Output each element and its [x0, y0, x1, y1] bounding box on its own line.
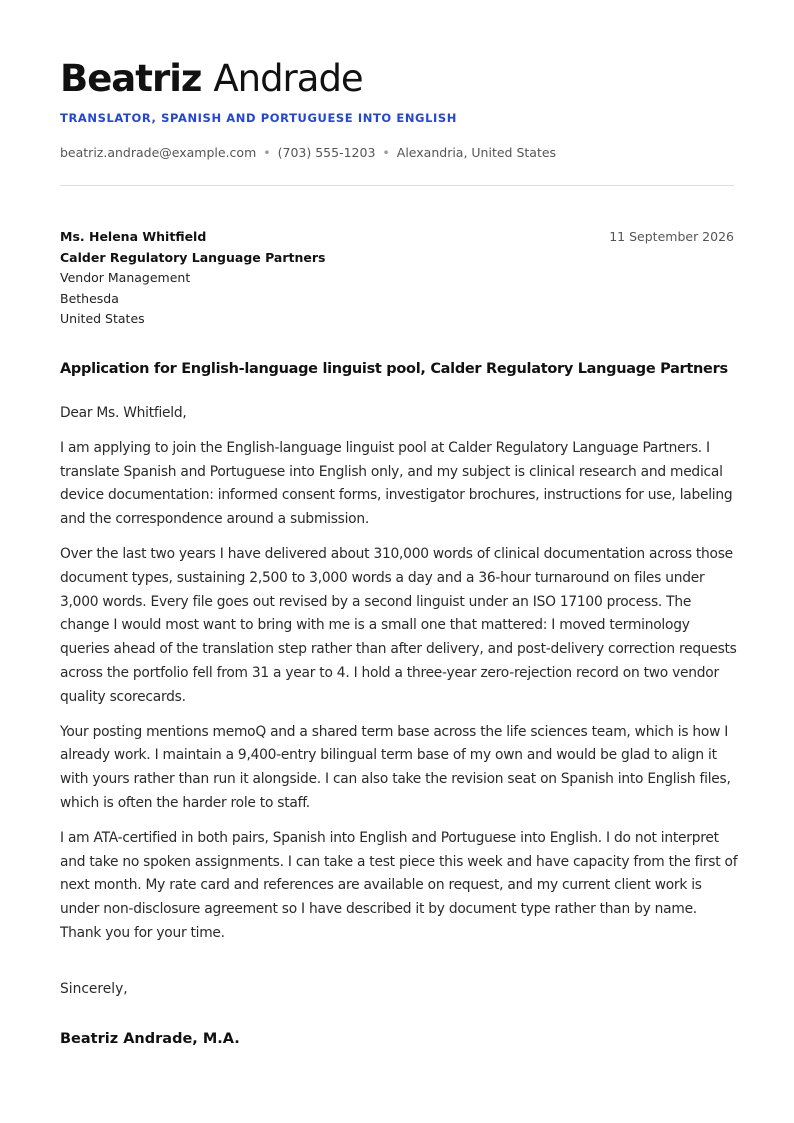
contact-phone[interactable]: (703) 555-1203	[277, 145, 376, 160]
recipient-block	[60, 227, 325, 330]
applicant-role: TRANSLATOR, SPANISH AND PORTUGUESE INTO ENGLISH	[60, 111, 458, 125]
header-divider	[60, 185, 734, 186]
recipient-company: Calder Regulatory Language Partners	[60, 249, 326, 265]
recipient-department: Vendor Management	[60, 270, 191, 285]
closing: Sincerely,	[60, 981, 128, 997]
salutation: Dear Ms. Whitfield,	[60, 405, 187, 421]
letter-subject: Application for English-language linguist pool, Calder Regulatory Language Partners	[60, 361, 728, 377]
letter-date: 11 September 2026	[609, 229, 734, 244]
recipient-city: Bethesda	[60, 290, 119, 306]
contact-separator: •	[382, 145, 390, 160]
contact-separator: •	[263, 145, 271, 160]
contact-location: Alexandria, United States	[396, 145, 557, 160]
contact-email[interactable]: beatriz.andrade@example.com	[60, 145, 257, 160]
body-paragraph-2: Over the last two years I have delivered about 310,000 words of clinical documentation across those document types, sustaining 2,500 to 3,000 words a day and a 36-hour turnaround on files under 3,000 words. Every file goes out revised by a second linguist under an ISO 17100 process. The change I would most want to bring with me is a small one that mattered: I moved terminology queries ahead of the translation step rather than after delivery, and post-delivery correction requests across the portfolio fell from 31 a year to 4. I hold a three-year zero-rejection record on two vendor quality scorecards.	[60, 545, 737, 705]
contact-line	[60, 145, 556, 160]
applicant-last-name: Andrade	[213, 57, 363, 100]
body-paragraph-3: Your posting mentions memoQ and a shared term base across the life sciences team, which is how I already work. I maintain a 9,400-entry bilingual term base of my own and would be glad to align it with yours rather than run it alongside. I can also take the revision seat on Spanish into English files, which is often the harder role to staff.	[60, 723, 731, 811]
recipient-name: Ms. Helena Whitfield	[60, 229, 207, 244]
letter-body	[60, 402, 740, 957]
body-paragraph-4: I am ATA-certified in both pairs, Spanish into English and Portuguese into English. I do not interpret and take no spoken assignments. I can take a test piece this week and have capacity from the first of next month. My rate card and references are available on request, and my current client work is under non-disclosure agreement so I have described it by document type rather than by name. Thank you for your time.	[60, 829, 738, 941]
recipient-country: United States	[60, 311, 145, 326]
body-paragraph-1: I am applying to join the English-language linguist pool at Calder Regulatory Language Partners. I translate Spanish and Portuguese into English only, and my subject is clinical research and medical device documentation: informed consent forms, investigator brochures, instructions for use, labeling and the correspondence around a submission.	[60, 439, 733, 528]
applicant-first-name: Beatriz	[60, 57, 202, 100]
applicant-name	[60, 56, 363, 102]
signature: Beatriz Andrade, M.A.	[60, 1031, 240, 1047]
